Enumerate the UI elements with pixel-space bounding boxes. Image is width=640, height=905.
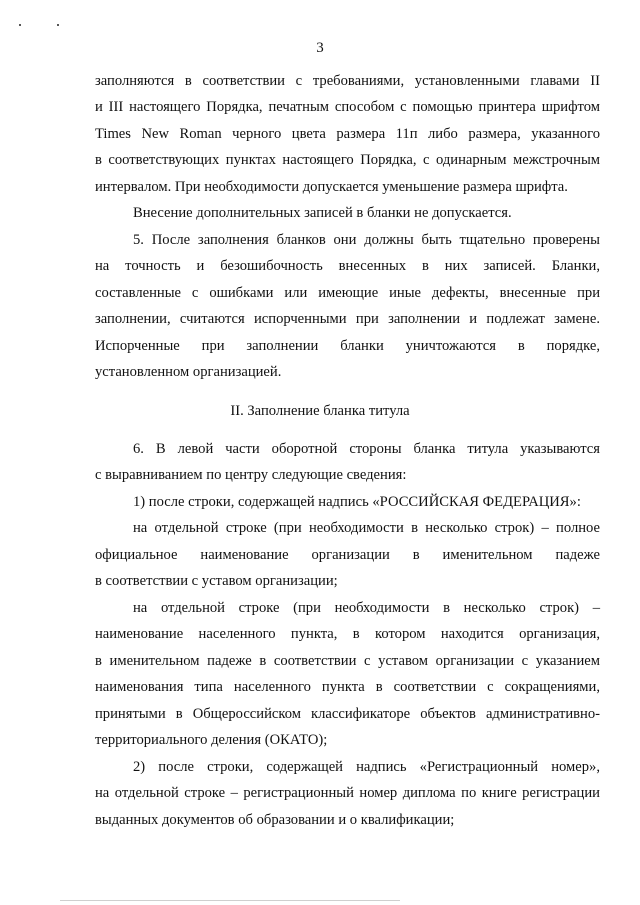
- scan-speck: [19, 24, 21, 26]
- paragraph-line: на точность и безошибочность внесенных в них записей. Бланки,: [95, 258, 600, 274]
- paragraph-line: 2) после строки, содержащей надпись «Регистрационный номер»,: [133, 759, 600, 775]
- paragraph-line: с выравниванием по центру следующие сведения:: [95, 467, 407, 483]
- paragraph-line: заполняются в соответствии с требованиями, установленными главами II: [95, 73, 600, 89]
- paragraph-line: установленном организацией.: [95, 364, 282, 380]
- paragraph-line: официальное наименование организации в именительном падеже: [95, 547, 600, 563]
- paragraph-line: интервалом. При необходимости допускается уменьшение размера шрифта.: [95, 179, 568, 195]
- page-number: 3: [316, 40, 324, 56]
- paragraph-line: Внесение дополнительных записей в бланки не допускается.: [133, 205, 512, 221]
- paragraph-line: территориального деления (ОКАТО);: [95, 732, 328, 748]
- paragraph-line: 5. После заполнения бланков они должны быть тщательно проверены: [133, 232, 600, 248]
- paragraph-line: Times New Roman черного цвета размера 11п либо размера, указанного: [95, 126, 600, 142]
- paragraph-line: выданных документов об образовании и о квалификации;: [95, 812, 455, 828]
- section-heading: II. Заполнение бланка титула: [230, 403, 410, 419]
- paragraph-line: наименование населенного пункта, в котором находится организация,: [95, 626, 600, 642]
- paragraph-line: на отдельной строке (при необходимости в несколько строк) – полное: [133, 520, 600, 536]
- paragraph-line: наименования типа населенного пункта в соответствии с сокращениями,: [95, 679, 600, 695]
- paragraph-line: в именительном падеже в соответствии с уставом организации с указанием: [95, 653, 600, 669]
- scan-edge: [60, 900, 400, 901]
- paragraph-line: принятыми в Общероссийском классификаторе объектов административно-: [95, 706, 600, 722]
- paragraph-line: заполнении, считаются испорченными при заполнении и подлежат замене.: [95, 311, 600, 327]
- paragraph-line: на отдельной строке (при необходимости в несколько строк) –: [133, 600, 600, 616]
- paragraph-line: 6. В левой части оборотной стороны бланка титула указываются: [133, 441, 600, 457]
- paragraph-line: 1) после строки, содержащей надпись «РОССИЙСКАЯ ФЕДЕРАЦИЯ»:: [133, 494, 581, 510]
- paragraph-line: Испорченные при заполнении бланки уничтожаются в порядке,: [95, 338, 600, 354]
- paragraph-line: составленные с ошибками или имеющие иные дефекты, внесенные при: [95, 285, 600, 301]
- paragraph-line: в соответствии с уставом организации;: [95, 573, 338, 589]
- paragraph-line: на отдельной строке – регистрационный номер диплома по книге регистрации: [95, 785, 600, 801]
- scan-speck: [57, 24, 59, 26]
- paragraph-line: в соответствующих пунктах настоящего Порядка, с одинарным межстрочным: [95, 152, 600, 168]
- paragraph-line: и III настоящего Порядка, печатным способом с помощью принтера шрифтом: [95, 99, 600, 115]
